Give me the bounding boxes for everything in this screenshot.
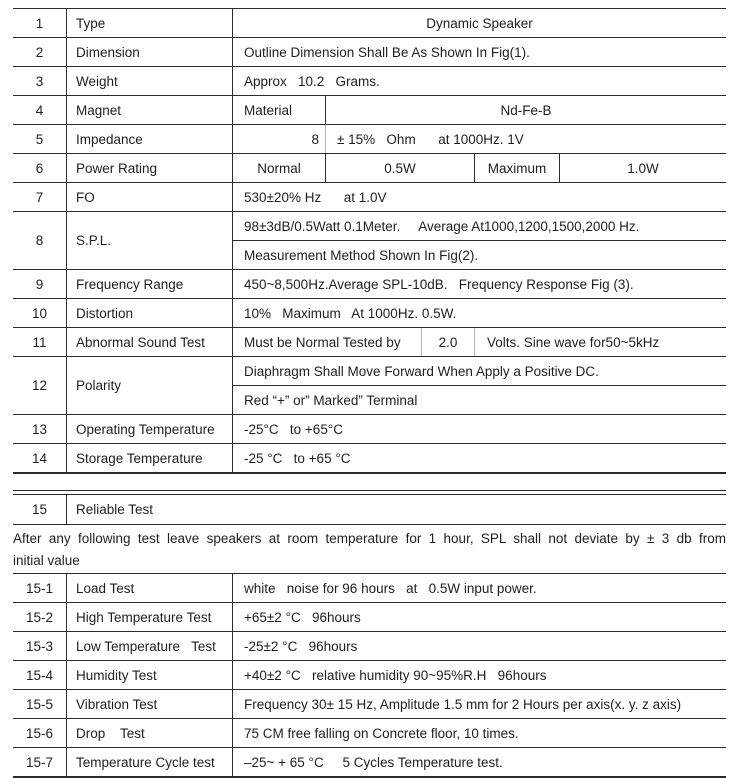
row-label: Weight (67, 67, 233, 95)
table-row (13, 573, 726, 602)
row-number: 15-6 (13, 719, 67, 747)
row-number: 13 (13, 415, 67, 443)
row-number: 15-1 (13, 574, 67, 602)
power-maximum-key: Maximum (475, 154, 560, 182)
row-value: +65±2 °C 96hours (244, 609, 361, 625)
row-number: 4 (13, 96, 67, 124)
table-row (13, 37, 726, 66)
row-value: -25 °C to +65 °C (244, 450, 351, 466)
table-row (13, 602, 726, 631)
row-value: 10% Maximum At 1000Hz. 0.5W. (244, 305, 457, 321)
row-number: 15-7 (13, 748, 67, 776)
row-label: Power Rating (67, 154, 233, 182)
abnormal-sound-pre: Must be Normal Tested by (233, 328, 422, 356)
polarity-line-2: Red “+” or” Marked” Terminal (233, 385, 726, 414)
row-number: 2 (13, 38, 67, 66)
row-number: 8 (13, 212, 67, 269)
table-row (13, 631, 726, 660)
table-row (13, 124, 726, 153)
power-normal-value: 0.5W (326, 154, 475, 182)
table-row (13, 356, 726, 414)
row-value: 530±20% Hz at 1.0V (244, 189, 387, 205)
spl-line-2: Measurement Method Shown In Fig(2). (233, 240, 726, 269)
magnet-material-value: Nd-Fe-B (500, 102, 552, 118)
row-value: Dynamic Speaker (426, 15, 533, 31)
row-label: Operating Temperature (67, 415, 233, 443)
row-label: Dimension (67, 38, 233, 66)
row-value: -25±2 °C 96hours (244, 638, 358, 654)
polarity-values (233, 357, 726, 414)
row-value: -25°C to +65°C (244, 421, 343, 437)
reliability-note-line-2: initial value (13, 553, 80, 568)
row-value: Approx 10.2 Grams. (244, 73, 380, 89)
row-label: Polarity (67, 357, 233, 414)
row-label: Humidity Test (67, 661, 233, 689)
table-row (13, 298, 726, 327)
table-row (13, 95, 726, 124)
table-row (13, 747, 726, 776)
magnet-material-key: Material (233, 96, 326, 124)
row-number: 15-4 (13, 661, 67, 689)
power-normal-key: Normal (233, 154, 326, 182)
row-number: 9 (13, 270, 67, 298)
row-number: 7 (13, 183, 67, 211)
row-number: 15 (13, 495, 67, 524)
spl-line-1: 98±3dB/0.5Watt 0.1Meter. Average At1000,1200,1500,2000 Hz. (244, 218, 640, 234)
row-label: Storage Temperature (67, 444, 233, 472)
abnormal-sound-post: Volts. Sine wave for50~5kHz (487, 334, 660, 350)
row-label: Temperature Cycle test (67, 748, 233, 776)
row-number: 15-2 (13, 603, 67, 631)
row-label: Magnet (67, 96, 233, 124)
row-label: Type (67, 9, 233, 37)
table-row (13, 660, 726, 689)
table-row (13, 153, 726, 182)
row-label: Frequency Range (67, 270, 233, 298)
table-row (13, 269, 726, 298)
row-label: Vibration Test (67, 690, 233, 718)
row-number: 10 (13, 299, 67, 327)
row-value: white noise for 96 hours at 0.5W input power. (244, 580, 537, 596)
row-value: Outline Dimension Shall Be As Shown In Fig(1). (244, 44, 530, 60)
row-label: S.P.L. (67, 212, 233, 269)
spec-table-reliability (13, 495, 726, 778)
table-row (13, 211, 726, 269)
row-label: Reliable Test (76, 502, 154, 517)
row-number: 5 (13, 125, 67, 153)
row-number: 6 (13, 154, 67, 182)
table-row (13, 8, 726, 37)
row-number: 3 (13, 67, 67, 95)
row-label: High Temperature Test (67, 603, 233, 631)
row-label: Distortion (67, 299, 233, 327)
row-label: Abnormal Sound Test (67, 328, 233, 356)
row-number: 11 (13, 328, 67, 356)
table-row (13, 66, 726, 95)
reliability-note-line-1: After any following test leave speakers at room temperature for 1 hour, SPL shall not deviate by ± 3 db from (13, 531, 726, 546)
row-value: 75 CM free falling on Concrete floor, 10 times. (244, 725, 519, 741)
power-maximum-value: 1.0W (627, 160, 659, 176)
row-number: 14 (13, 444, 67, 472)
table-row (13, 327, 726, 356)
table-row (13, 718, 726, 747)
table-row (13, 414, 726, 443)
table-row (13, 443, 726, 472)
row-label: Impedance (67, 125, 233, 153)
reliability-note (13, 524, 726, 573)
row-label: Drop Test (67, 719, 233, 747)
spl-values (233, 212, 726, 269)
row-label: Low Temperature Test (67, 632, 233, 660)
spec-table-main (13, 8, 726, 474)
row-value: –25~ + 65 °C 5 Cycles Temperature test. (244, 754, 503, 770)
row-value: 450~8,500Hz.Average SPL-10dB. Frequency Response Fig (3). (244, 276, 634, 292)
row-value: +40±2 °C relative humidity 90~95%R.H 96hours (244, 667, 547, 683)
polarity-line-1: Diaphragm Shall Move Forward When Apply a Positive DC. (244, 363, 599, 379)
row-label: FO (67, 183, 233, 211)
row-value: Frequency 30± 15 Hz, Amplitude 1.5 mm for 2 Hours per axis(x. y. z axis) (244, 696, 682, 712)
row-number: 1 (13, 9, 67, 37)
table-row (13, 495, 726, 524)
table-row (13, 689, 726, 718)
row-label: Load Test (67, 574, 233, 602)
impedance-detail: ± 15% Ohm at 1000Hz. 1V (337, 131, 524, 147)
row-number: 15-3 (13, 632, 67, 660)
table-row (13, 182, 726, 211)
row-number: 12 (13, 357, 67, 414)
row-number: 15-5 (13, 690, 67, 718)
impedance-number: 8 (233, 125, 326, 153)
abnormal-sound-volts: 2.0 (422, 328, 475, 356)
